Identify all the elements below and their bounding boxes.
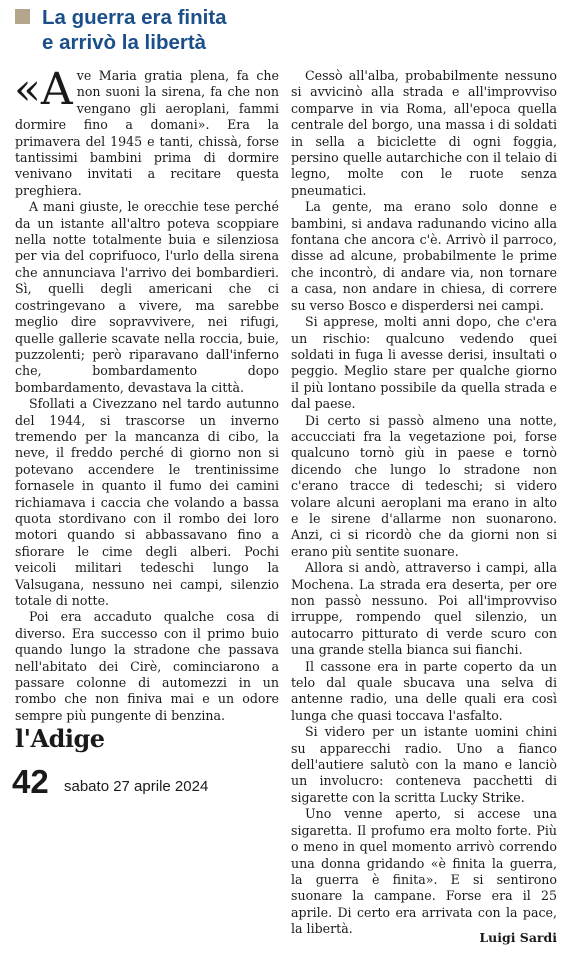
article-paragraph: Il cassone era in parte coperto da un telo dal quale sbucava una selva di antenne radio, una delle quali era così lunga che quasi toccava l'asfalto. <box>291 658 557 723</box>
article-paragraph: La gente, ma erano solo donne e bambini, si andava radunando vicino alla fontana che ancora c'è. Arrivò il parroco, disse ad alcune, probabilmente le prime che incontrò, di andare via, non tornare a casa, non andare in chiesa, di correre su verso Bosco e disperdersi nei campi. <box>291 199 557 313</box>
newspaper-logo: l'Adige <box>15 724 105 753</box>
article-title-line-2: e arrivò la libertà <box>42 31 207 54</box>
article-column-left <box>14 64 279 724</box>
paragraph-text: ve Maria gratia plena, fa che non suoni la sirena, fa che non vengano gli aeroplani, fammi dormire fino a domani». Era la primavera del 1945 e tanti, chissà, forse tantissimi bambini prima di dormire venivano invitati a recitare questa preghiera. <box>15 68 279 198</box>
article-title <box>42 5 342 55</box>
article-paragraph: Poi era accaduto qualche cosa di diverso. Era successo con il primo buio quando lungo la stradone che passava nell'abitato dei Cirè, cominciarono a passare colonne di automezzi in un rombo che non finiva mai e un odore sempre più pungente di benzina. <box>15 609 279 723</box>
page-number: 42 <box>12 763 49 800</box>
article-title-line-1: La guerra era finita <box>42 6 227 29</box>
article-paragraph: Allora si andò, attraverso i campi, alla Mochena. La strada era deserta, per ore non passò nessuno. Poi all'improvviso irruppe, rompendo quel silenzio, un autocarro pitturato di verde scuro con una grande stella bianca sui fianchi. <box>291 560 557 658</box>
article-column-right <box>291 68 557 938</box>
article-paragraph: Sfollati a Civezzano nel tardo autunno del 1944, si trascorse un inverno tremendo per la mancanza di cibo, la neve, il freddo perché di giorno non si potevano accendere le trentinissime fornasele in quanto il fumo dei camini richiamava i caccia che volando a bassa quota stordivano con il rombo dei loro motori quando si abbassavano fino a sfiorare le cime degli alberi. Pochi veicoli militari tedeschi lungo la Valsugana, nessuno nei campi, silenzio totale di notte. <box>15 396 279 608</box>
article-paragraph: Si videro per un istante uomini chini su apparecchi radio. Uno a fianco dell'autiere salutò con la mano e lanciò un involucro: conteneva pacchetti di sigarette con la scritta Lucky Strike. <box>291 724 557 805</box>
section-square-marker <box>15 9 30 24</box>
article-paragraph: Cessò all'alba, probabilmente nessuno si avvicinò alla strada e all'improvviso comparve in via Roma, all'epoca quella centrale del borgo, una massa i di soldati in sella a biciclette di ogni foggia, persino quelle autarchiche con il telaio di legno, molte con le ruote senza pneumatici. <box>291 68 557 198</box>
article-author: Luigi Sardi <box>479 930 557 945</box>
article-paragraph: A mani giuste, le orecchie tese perché da un istante all'altro poteva scoppiare nella notte totalmente buia e silenziosa per via del coprifuoco, l'urlo della sirena che annunciava l'arrivo dei bombardieri. Sì, quelli degli americani che ci costringevano a vivere, ma sarebbe meglio dire sopravvivere, nei rifugi, quelle gallerie scavate nella roccia, buie, puzzolenti; però riparavano dall'inferno che, bombardamento dopo bombardamento, devastava la città. <box>15 199 279 395</box>
drop-cap: «A <box>14 64 73 115</box>
article-paragraph: Uno venne aperto, si accese una sigaretta. Il profumo era molto forte. Più o meno in quel momento arrivò correndo una donna gridando «è finita la guerra, la guerra è finita». E si sentirono suonare la campane. Forse era il 25 aprile. Di certo era arrivata con la pace, la libertà. <box>291 806 557 937</box>
article-paragraph: Di certo si passò almeno una notte, accucciati fra la vegetazione poi, forse qualcuno tornò giù in paese e tornò dicendo che lungo lo stradone non c'erano tracce di tedeschi; si videro volare alcuni aeroplani ma erano in alto e le sirene d'allarme non suonarono. Anzi, ci si ricordò che da giorni non si erano più sentite suonare. <box>291 412 557 559</box>
article-paragraph: Si apprese, molti anni dopo, che c'era un rischio: qualcuno vedendo quei soldati in fuga li avesse derisi, insultati o peggio. Meglio stare per qualche giorno il più lontano possibile da quella strada e dal paese. <box>291 314 557 412</box>
publication-date: sabato 27 aprile 2024 <box>64 778 209 795</box>
article-paragraph <box>14 64 279 199</box>
